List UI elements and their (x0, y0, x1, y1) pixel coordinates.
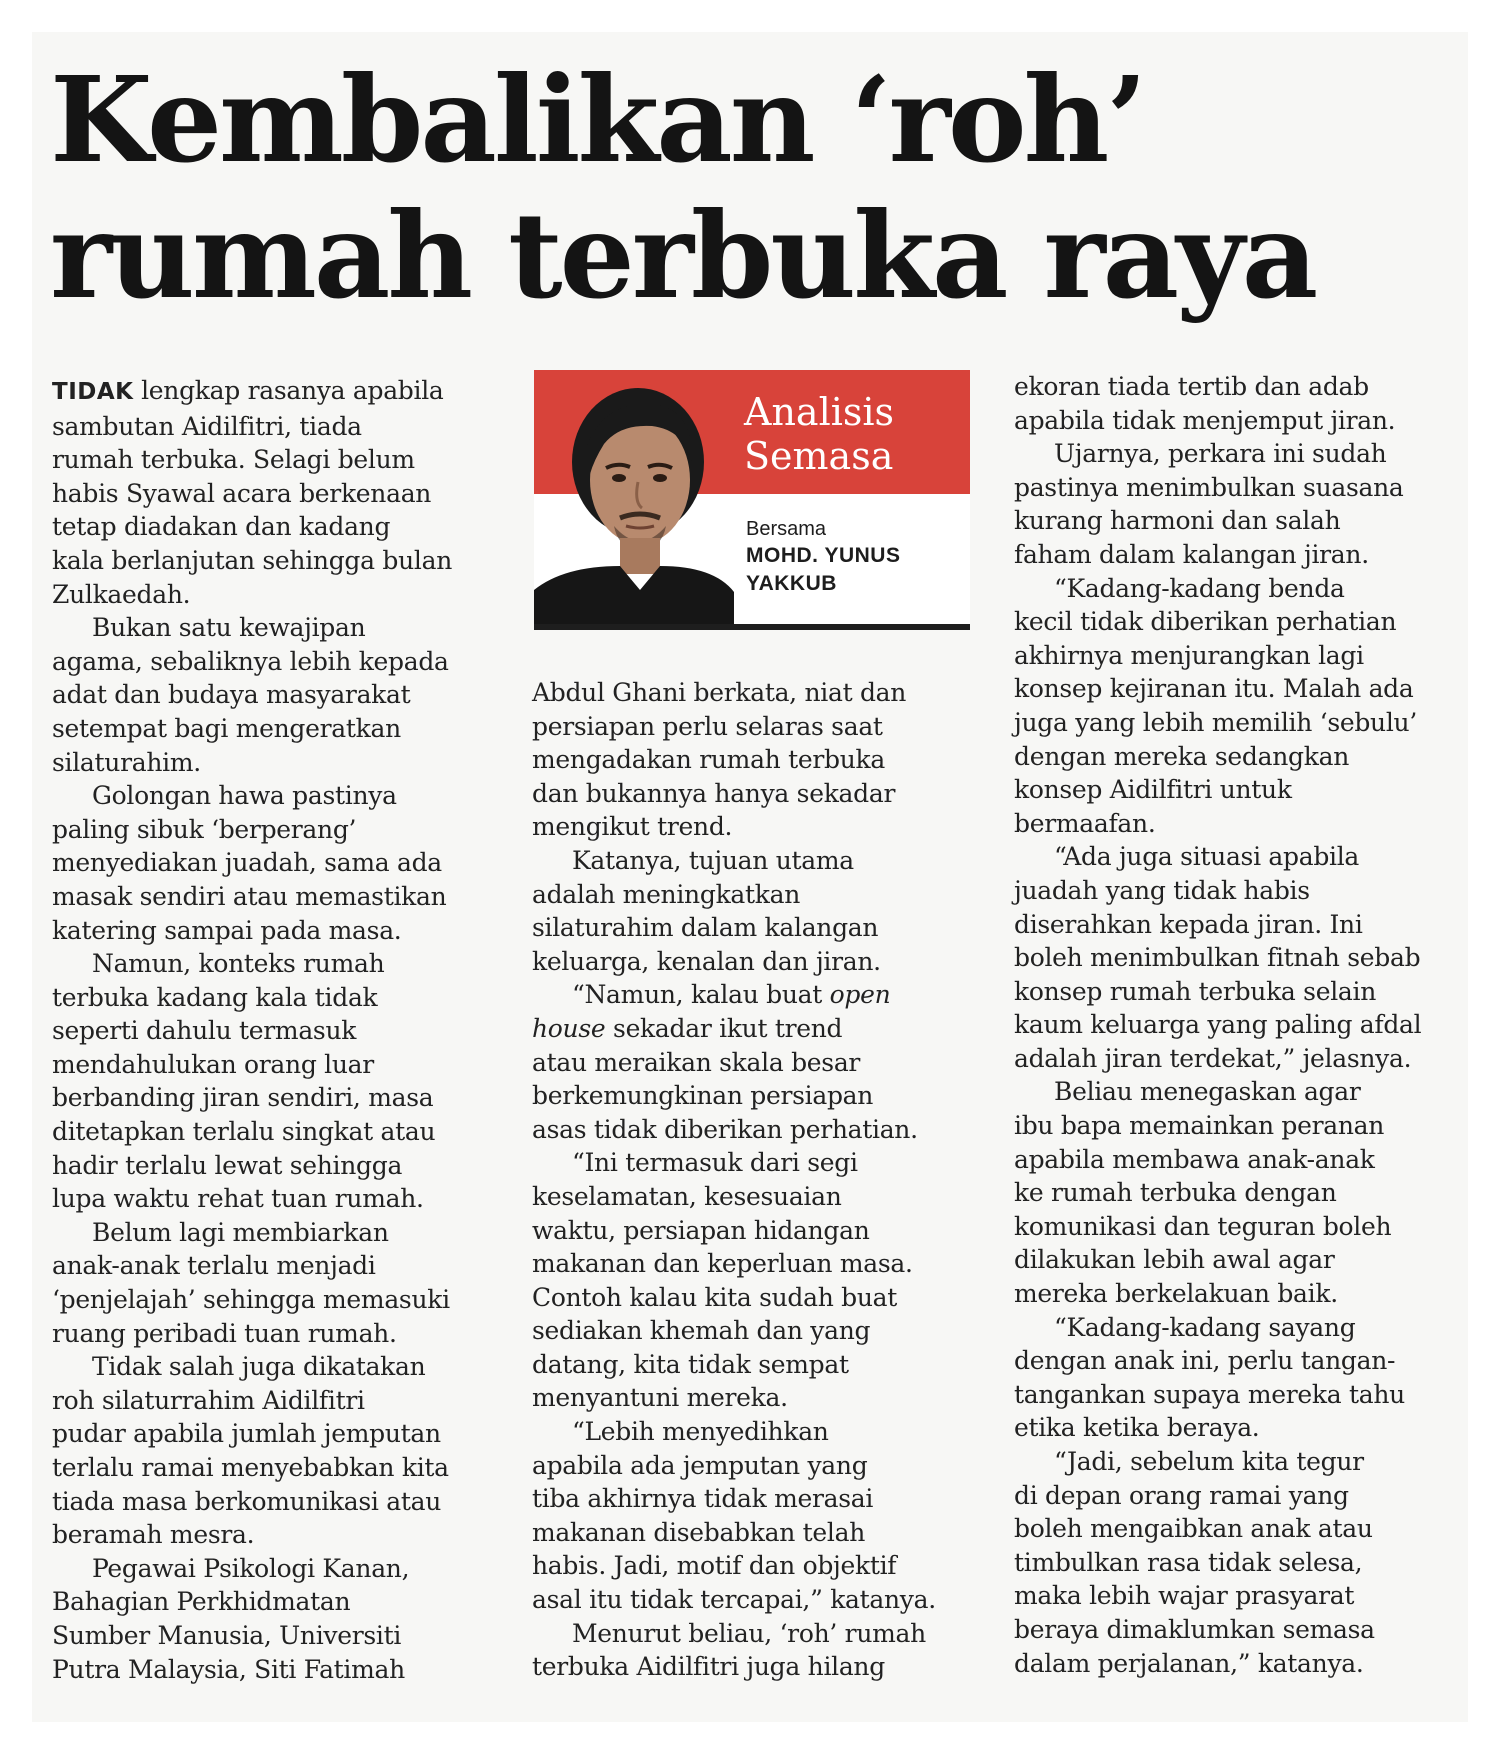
analysis-column-box (534, 370, 970, 630)
text-line: makanan disebabkan telah (532, 1517, 865, 1547)
text-line: dengan mereka sedangkan (1014, 741, 1349, 771)
column-title (744, 390, 894, 478)
text-line: persiapan perlu selaras saat (532, 711, 883, 741)
text-line: pastinya menimbulkan suasana (1014, 472, 1404, 502)
text-line: roh silaturrahim Aidilfitri (52, 1385, 365, 1415)
text-line: berbanding jiran sendiri, masa (52, 1083, 434, 1113)
author-name-line-2: YAKKUB (746, 572, 837, 595)
text-line: beramah mesra. (52, 1520, 255, 1550)
paragraph (1014, 370, 1454, 437)
text-line: Ujarnya, perkara ini sudah (1054, 439, 1387, 469)
text-fragment: sekadar ikut trend (605, 1013, 843, 1043)
text-line (532, 978, 972, 1012)
paragraph (52, 1350, 492, 1552)
text-line: mereka berkelakuan baik. (1014, 1279, 1338, 1309)
paragraph (532, 1617, 972, 1684)
text-line: katering sampai pada masa. (52, 915, 402, 945)
text-line: asal itu tidak tercapai,” katanya. (532, 1585, 936, 1615)
text-line: Bukan satu kewajipan (92, 613, 366, 643)
text-line: adat dan budaya masyarakat (52, 680, 411, 710)
text-line: konsep kejiranan itu. Malah ada (1014, 674, 1414, 704)
text-line: “Ini termasuk dari segi (572, 1148, 858, 1178)
text-line: juga yang lebih memilih ‘sebulu’ (1014, 707, 1417, 737)
text-line: “Ada juga situasi apabila (1054, 842, 1360, 872)
text-line: beraya dimaklumkan semasa (1014, 1614, 1375, 1644)
text-line: konsep Aidilfitri untuk (1014, 775, 1292, 805)
text-line: “Kadang-kadang sayang (1054, 1312, 1356, 1342)
headline-line-2: rumah terbuka raya (50, 186, 1316, 325)
headline-line-1: Kembalikan ‘roh’ (50, 50, 1145, 189)
text-line: agama, sebaliknya lebih kepada (52, 646, 449, 676)
newspaper-clipping (32, 32, 1468, 1722)
paragraph (52, 1552, 492, 1686)
paragraph (532, 1146, 972, 1415)
text-line: terlalu ramai menyebabkan kita (52, 1453, 449, 1482)
text-line: Beliau menegaskan agar (1054, 1077, 1361, 1107)
text-line: Menurut beliau, ‘roh’ rumah (572, 1618, 926, 1648)
text-line: lupa waktu rehat tuan rumah. (52, 1184, 424, 1214)
text-line: Bahagian Perkhidmatan (52, 1587, 351, 1617)
text-line: mengadakan rumah terbuka (532, 745, 885, 775)
text-line: faham dalam kalangan jiran. (1014, 539, 1369, 569)
text-line: akhirnya menjurangkan lagi (1014, 640, 1364, 670)
paragraph (532, 676, 972, 844)
text-line: Katanya, tujuan utama (572, 845, 854, 875)
text-line: setempat bagi mengeratkan (52, 713, 401, 743)
text-line: Abdul Ghani berkata, niat dan (532, 678, 907, 707)
text-line: keluarga, kenalan dan jiran. (532, 946, 881, 976)
text-line (532, 1012, 972, 1046)
text-line: tiba akhirnya tidak merasai (532, 1484, 874, 1514)
text-line: silaturahim dalam kalangan (532, 913, 879, 943)
text-line: adalah jiran terdekat,” jelasnya. (1014, 1043, 1412, 1073)
byline (746, 516, 900, 598)
text-line: dan bukannya hanya sekadar (532, 778, 896, 808)
text-line: Golongan hawa pastinya (92, 781, 397, 811)
article-column-1 (52, 374, 492, 1686)
column-title-line-2: Semasa (744, 434, 894, 478)
author-portrait-icon (534, 370, 734, 624)
text-line: Belum lagi membiarkan (92, 1217, 389, 1247)
text-line: kurang harmoni dan salah (1014, 506, 1341, 536)
text-line: berkemungkinan persiapan (532, 1081, 874, 1111)
text-line: atau meraikan skala besar (532, 1047, 861, 1077)
text-line: apabila ada jemputan yang (532, 1450, 868, 1480)
text-line: rumah terbuka. Selagi belum (52, 445, 415, 475)
text-line: silaturahim. (52, 747, 201, 777)
text-line: habis. Jadi, motif dan objektif (532, 1551, 897, 1581)
text-line: kaum keluarga yang paling afdal (1014, 1010, 1422, 1040)
paragraph (1014, 1445, 1454, 1680)
italic-fragment: open (829, 980, 891, 1010)
italic-fragment: house (532, 1013, 606, 1043)
text-line: masak sendiri atau memastikan (52, 881, 447, 911)
text-line: pudar apabila jumlah jemputan (52, 1419, 441, 1449)
lead-word: TIDAK (52, 379, 134, 405)
text-line: ditetapkan terlalu singkat atau (52, 1117, 436, 1147)
paragraph (1014, 1075, 1454, 1310)
text-line: mendahulukan orang luar (52, 1049, 374, 1079)
text-line: “Kadang-kadang benda (1054, 573, 1345, 603)
text-line: terbuka Aidilfitri juga hilang (532, 1652, 885, 1682)
article-column-2 (532, 676, 972, 1684)
text-line: kala berlanjutan sehingga bulan (52, 545, 452, 575)
text-line: Sumber Manusia, Universiti (52, 1620, 402, 1650)
text-line: Contoh kalau kita sudah buat (532, 1282, 898, 1312)
text-line: ruang peribadi tuan rumah. (52, 1318, 397, 1348)
text-line: dengan anak ini, perlu tangan- (1014, 1346, 1396, 1376)
text-line: waktu, persiapan hidangan (532, 1215, 870, 1245)
text-line: asas tidak diberikan perhatian. (532, 1114, 918, 1144)
text-line: mengikut trend. (532, 812, 733, 842)
paragraph (52, 374, 492, 611)
text-fragment: lengkap rasanya apabila (133, 376, 444, 405)
text-line: ibu bapa memainkan peranan (1014, 1111, 1385, 1141)
text-line: Pegawai Psikologi Kanan, (92, 1553, 410, 1583)
text-line: diserahkan kepada jiran. Ini (1014, 909, 1363, 939)
text-line: kecil tidak diberikan perhatian (1014, 607, 1397, 637)
text-line: apabila tidak menjemput jiran. (1014, 405, 1396, 435)
text-line: Zulkaedah. (52, 579, 191, 609)
text-line: konsep rumah terbuka selain (1014, 976, 1377, 1006)
paragraph (52, 779, 492, 947)
text-line: komunikasi dan teguran boleh (1014, 1211, 1392, 1241)
text-line: anak-anak terlalu menjadi (52, 1251, 376, 1281)
text-line: ke rumah terbuka dengan (1014, 1178, 1337, 1208)
text-line: terbuka kadang kala tidak (52, 982, 378, 1012)
text-line: “Lebih menyedihkan (572, 1417, 829, 1447)
text-line: “Jadi, sebelum kita tegur (1054, 1447, 1364, 1476)
author-name-line-1: MOHD. YUNUS (746, 544, 901, 567)
paragraph (1014, 572, 1454, 841)
paragraph (532, 1415, 972, 1617)
text-line: bermaafan. (1014, 808, 1156, 838)
text-fragment: “Namun, kalau buat (572, 980, 830, 1010)
text-line: ekoran tiada tertib dan adab (1014, 372, 1369, 401)
headline (50, 52, 1450, 324)
text-line: tiada masa berkomunikasi atau (52, 1486, 442, 1516)
text-line: seperti dahulu termasuk (52, 1016, 357, 1046)
text-line: hadir terlalu lewat sehingga (52, 1150, 403, 1180)
text-line: habis Syawal acara berkenaan (52, 478, 432, 508)
text-line: boleh menimbulkan fitnah sebab (1014, 943, 1421, 973)
text-line: menyediakan juadah, sama ada (52, 848, 442, 878)
paragraph (532, 978, 972, 1146)
text-line: di depan orang ramai yang (1014, 1480, 1349, 1510)
text-line: tetap diadakan dan kadang (52, 512, 391, 542)
column-title-line-1: Analisis (744, 390, 895, 434)
paragraph (52, 611, 492, 779)
text-line: boleh mengaibkan anak atau (1014, 1514, 1373, 1544)
text-line: menyantuni mereka. (532, 1383, 788, 1413)
text-line: sambutan Aidilfitri, tiada (52, 411, 362, 441)
text-line: apabila membawa anak-anak (1014, 1144, 1375, 1174)
byline-prefix: Bersama (746, 518, 827, 540)
paragraph (1014, 840, 1454, 1075)
paragraph (1014, 1311, 1454, 1445)
paragraph (52, 1216, 492, 1350)
text-line: adalah meningkatkan (532, 879, 801, 909)
text-line: Putra Malaysia, Siti Fatimah (52, 1654, 405, 1684)
text-line: ‘penjelajah’ sehingga memasuki (52, 1285, 450, 1315)
paragraph (532, 844, 972, 978)
text-line: maka lebih wajar prasyarat (1014, 1581, 1355, 1611)
text-line: Namun, konteks rumah (92, 949, 385, 979)
text-line: timbulkan rasa tidak selesa, (1014, 1547, 1363, 1577)
text-line: Tidak salah juga dikatakan (92, 1352, 426, 1382)
text-line: tangankan supaya mereka tahu (1014, 1379, 1405, 1409)
text-line: dilakukan lebih awal agar (1014, 1245, 1335, 1275)
text-line: makanan dan keperluan masa. (532, 1249, 913, 1279)
text-line: sediakan khemah dan yang (532, 1316, 871, 1346)
text-line (52, 374, 492, 410)
text-line: dalam perjalanan,” katanya. (1014, 1648, 1364, 1678)
text-line: paling sibuk ‘berperang’ (52, 814, 357, 844)
paragraph (52, 947, 492, 1216)
text-line: juadah yang tidak habis (1014, 875, 1310, 905)
text-line: keselamatan, kesesuaian (532, 1181, 842, 1211)
text-line: etika ketika beraya. (1014, 1413, 1260, 1443)
article-column-3 (1014, 370, 1454, 1680)
text-line: datang, kita tidak sempat (532, 1349, 849, 1379)
paragraph (1014, 437, 1454, 571)
